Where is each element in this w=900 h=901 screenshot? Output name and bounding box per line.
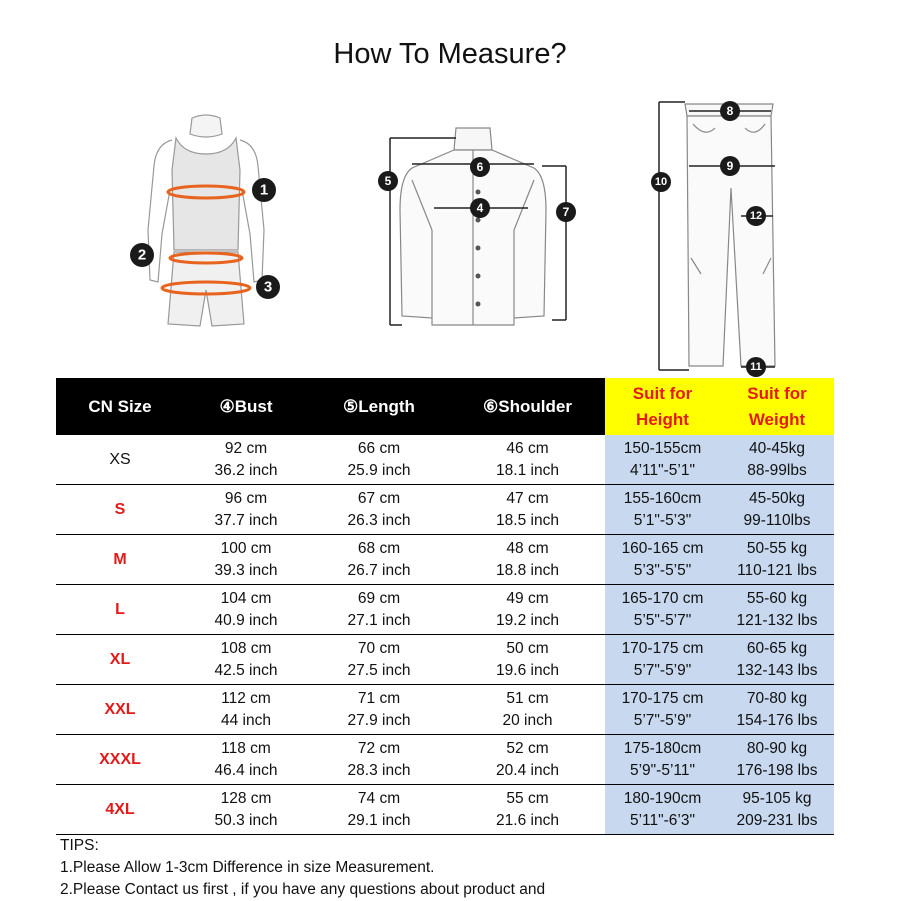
table-row	[56, 535, 834, 585]
header-bust: ④Bust	[184, 378, 308, 435]
badge-6-icon	[470, 157, 490, 177]
size-cell: M	[56, 535, 184, 585]
header-suit-weight: Suit for Weight	[720, 378, 834, 435]
table-row	[56, 435, 834, 485]
bust-cell: 118 cm 46.4 inch	[184, 735, 308, 785]
svg-text:3: 3	[263, 278, 273, 296]
header-suit-height: Suit for Height	[605, 378, 720, 435]
svg-text:12: 12	[749, 210, 763, 222]
height-cell: 180-190cm 5’11"-6’3"	[605, 785, 720, 835]
badge-11-icon	[746, 357, 766, 377]
pants-measure-figure	[645, 98, 785, 378]
svg-text:9: 9	[726, 159, 734, 173]
tips-section	[60, 835, 545, 901]
badge-2-icon	[130, 243, 154, 267]
weight-cell: 95-105 kg 209-231 lbs	[720, 785, 834, 835]
weight-cell: 45-50kg 99-110lbs	[720, 485, 834, 535]
table-row	[56, 785, 834, 835]
size-cell: XXL	[56, 685, 184, 735]
page-title: How To Measure?	[333, 38, 567, 70]
table-row	[56, 585, 834, 635]
height-cell: 160-165 cm 5’3"-5’5"	[605, 535, 720, 585]
weight-cell: 80-90 kg 176-198 lbs	[720, 735, 834, 785]
svg-text:10: 10	[654, 176, 668, 188]
length-cell: 66 cm 25.9 inch	[308, 435, 450, 485]
shoulder-cell: 46 cm 18.1 inch	[450, 435, 605, 485]
bust-cell: 108 cm 42.5 inch	[184, 635, 308, 685]
bust-cell: 100 cm 39.3 inch	[184, 535, 308, 585]
shoulder-cell: 55 cm 21.6 inch	[450, 785, 605, 835]
shoulder-cell: 49 cm 19.2 inch	[450, 585, 605, 635]
shoulder-cell: 50 cm 19.6 inch	[450, 635, 605, 685]
badge-5-icon	[378, 171, 398, 191]
length-cell: 70 cm 27.5 inch	[308, 635, 450, 685]
header-shoulder: ⑥Shoulder	[450, 378, 605, 435]
badge-7-icon	[556, 202, 576, 222]
weight-cell: 50-55 kg 110-121 lbs	[720, 535, 834, 585]
length-cell: 72 cm 28.3 inch	[308, 735, 450, 785]
header-cn-size: CN Size	[56, 378, 184, 435]
height-cell: 155-160cm 5’1"-5’3"	[605, 485, 720, 535]
tips-line-2: 2.Please Contact us first , if you have any questions about product and	[60, 881, 546, 898]
badge-9-icon	[720, 156, 740, 176]
badge-3-icon	[256, 275, 280, 299]
size-cell: XS	[56, 435, 184, 485]
svg-text:1: 1	[259, 181, 269, 199]
size-cell: XXXL	[56, 735, 184, 785]
height-cell: 170-175 cm 5’7"-5’9"	[605, 635, 720, 685]
svg-text:6: 6	[476, 160, 484, 174]
shoulder-cell: 52 cm 20.4 inch	[450, 735, 605, 785]
bust-cell: 92 cm 36.2 inch	[184, 435, 308, 485]
badge-12-icon	[746, 206, 766, 226]
weight-cell: 55-60 kg 121-132 lbs	[720, 585, 834, 635]
shoulder-cell: 51 cm 20 inch	[450, 685, 605, 735]
table-row	[56, 635, 834, 685]
tips-line-1: 1.Please Allow 1-3cm Difference in size Measurement.	[60, 859, 435, 876]
length-cell: 68 cm 26.7 inch	[308, 535, 450, 585]
size-cell: L	[56, 585, 184, 635]
height-cell: 170-175 cm 5’7"-5’9"	[605, 685, 720, 735]
svg-text:11: 11	[750, 361, 762, 373]
bust-cell: 128 cm 50.3 inch	[184, 785, 308, 835]
weight-cell: 70-80 kg 154-176 lbs	[720, 685, 834, 735]
shoulder-cell: 48 cm 18.8 inch	[450, 535, 605, 585]
bust-cell: 104 cm 40.9 inch	[184, 585, 308, 635]
height-cell: 150-155cm 4’11"-5’1"	[605, 435, 720, 485]
size-chart-table	[56, 378, 834, 835]
bust-cell: 112 cm 44 inch	[184, 685, 308, 735]
height-cell: 175-180cm 5’9"-5’11"	[605, 735, 720, 785]
length-cell: 71 cm 27.9 inch	[308, 685, 450, 735]
badge-4-icon	[470, 198, 490, 218]
length-cell: 67 cm 26.3 inch	[308, 485, 450, 535]
badge-10-icon	[651, 172, 671, 192]
table-header-row	[56, 378, 834, 435]
table-row	[56, 735, 834, 785]
svg-text:7: 7	[562, 205, 570, 219]
jacket-measure-figure	[372, 120, 582, 335]
weight-cell: 40-45kg 88-99lbs	[720, 435, 834, 485]
table-row	[56, 485, 834, 535]
size-cell: 4XL	[56, 785, 184, 835]
tips-heading: TIPS:	[60, 837, 99, 854]
bust-cell: 96 cm 37.7 inch	[184, 485, 308, 535]
svg-text:8: 8	[726, 104, 734, 118]
svg-text:2: 2	[137, 246, 147, 264]
shoulder-cell: 47 cm 18.5 inch	[450, 485, 605, 535]
body-measure-figure	[120, 110, 295, 340]
weight-cell: 60-65 kg 132-143 lbs	[720, 635, 834, 685]
header-length: ⑤Length	[308, 378, 450, 435]
badge-1-icon	[252, 178, 276, 202]
height-cell: 165-170 cm 5’5"-5’7"	[605, 585, 720, 635]
length-cell: 74 cm 29.1 inch	[308, 785, 450, 835]
svg-text:4: 4	[476, 201, 484, 215]
table-row	[56, 685, 834, 735]
svg-text:5: 5	[384, 174, 392, 188]
size-cell: S	[56, 485, 184, 535]
badge-8-icon	[720, 101, 740, 121]
size-cell: XL	[56, 635, 184, 685]
length-cell: 69 cm 27.1 inch	[308, 585, 450, 635]
